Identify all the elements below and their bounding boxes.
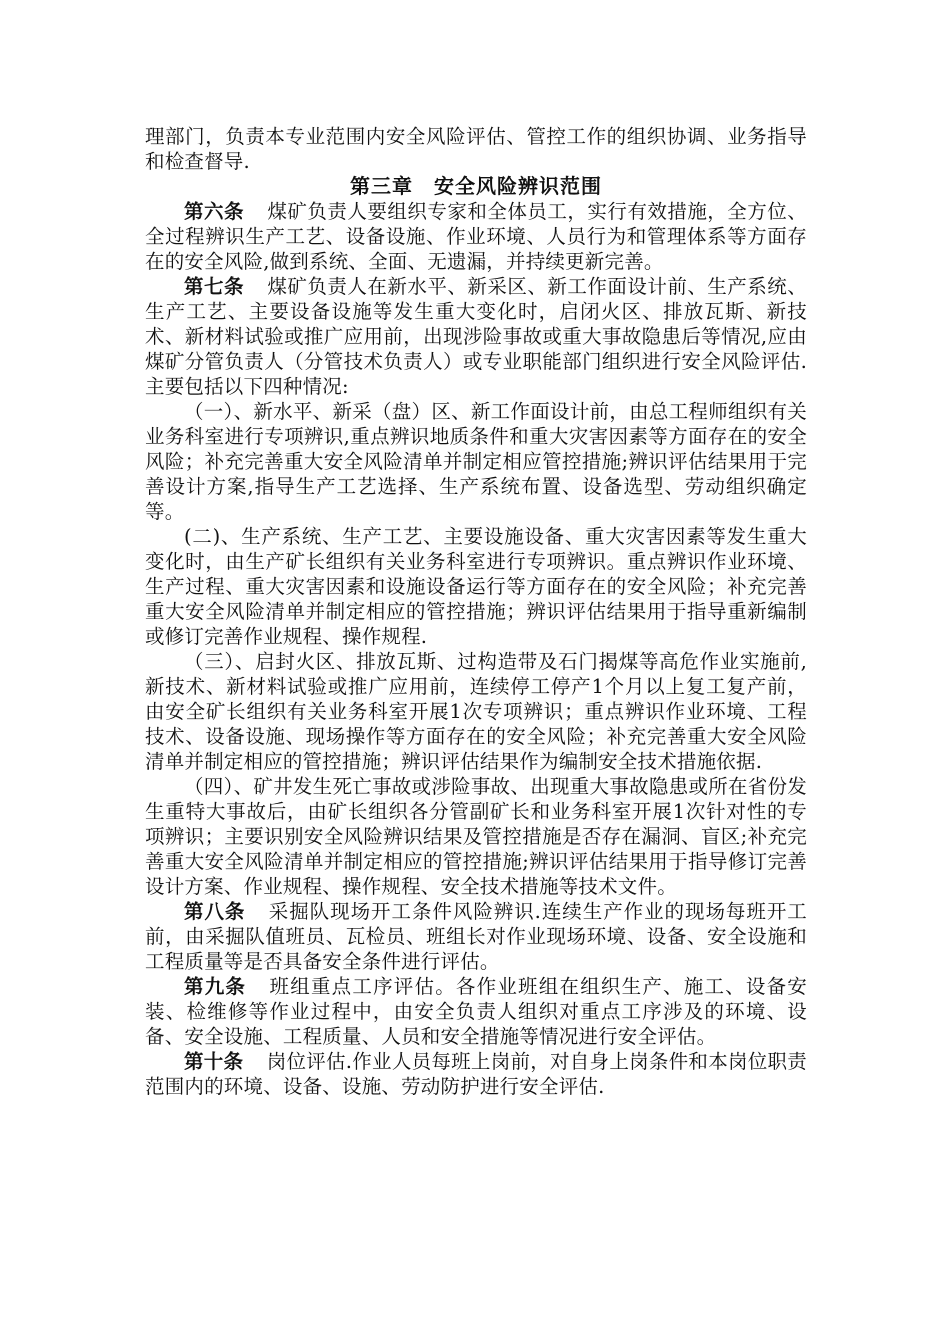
- article-7-item-3: （三）、启封火区、排放瓦斯、过构造带及石门揭煤等高危作业实施前,新技术、新材料试验或推广应用前，连续停工停产1个月以上复工复产前，由安全矿长组织有关业务科室开展1次专项辨识；重点辨识作业环境、工程技术、设备设施、现场操作等方面存在的安全风险；补充完善重大安全风险清单并制定相应的管控措施；辨识评估结果作为编制安全技术措施依据.: [145, 650, 807, 773]
- article-7-item-2: (二)、生产系统、生产工艺、主要设施设备、重大灾害因素等发生重大变化时，由生产矿长组织有关业务科室进行专项辨识。重点辨识作业环境、生产过程、重大灾害因素和设施设备运行等方面存在的安全风险；补充完善重大安全风险清单并制定相应的管控措施；辨识评估结果用于指导重新编制或修订完善作业规程、操作规程.: [145, 525, 807, 648]
- article-10: [145, 1049, 807, 1099]
- chapter-title: 第三章 安全风险辨识范围: [350, 174, 602, 198]
- article-9-text: 班组重点工序评估。各作业班组在组织生产、施工、设备安装、检维修等作业过程中，由安全负责人组织对重点工序涉及的环境、设备、安全设施、工程质量、人员和安全措施等情况进行安全评估。: [145, 975, 807, 1048]
- article-7-item-4: （四）、矿井发生死亡事故或涉险事故、出现重大事故隐患或所在省份发生重特大事故后，由矿长组织各分管副矿长和业务科室开展1次针对性的专项辨识；主要识别安全风险辨识结果及管控措施是否存在漏洞、盲区;补充完善重大安全风险清单并制定相应的管控措施;辨识评估结果用于指导修订完善设计方案、作业规程、操作规程、安全技术措施等技术文件。: [145, 775, 807, 898]
- article-10-text: 岗位评估.作业人员每班上岗前，对自身上岗条件和本岗位职责范围内的环境、设备、设施、劳动防护进行安全评估.: [145, 1050, 807, 1098]
- article-6-text: 煤矿负责人要组织专家和全体员工，实行有效措施，全方位、全过程辨识生产工艺、设备设施、作业环境、人员行为和管理体系等方面存在的安全风险,做到系统、全面、无遗漏，并持续更新完善。: [145, 200, 807, 273]
- article-6: [145, 199, 807, 274]
- article-7-text: 煤矿负责人在新水平、新采区、新工作面设计前、生产系统、生产工艺、主要设备设施等发生重大变化时，启闭火区、排放瓦斯、新技术、新材料试验或推广应用前，出现涉险事故或重大事故隐患后等情况,应由煤矿分管负责人（分管技术负责人）或专业职能部门组织进行安全风险评估.主要包括以下四种情况:: [145, 275, 807, 398]
- intro-paragraph: 理部门，负责本专业范围内安全风险评估、管控工作的组织协调、业务指导和检查督导.: [145, 125, 807, 173]
- article-9-label: 第九条: [184, 975, 247, 998]
- article-10-label: 第十条: [184, 1050, 244, 1073]
- article-7-label: 第七条: [184, 275, 244, 298]
- article-8: [145, 899, 807, 974]
- article-8-label: 第八条: [184, 900, 246, 923]
- article-9: [145, 974, 807, 1049]
- article-7: [145, 274, 807, 399]
- article-8-text: 采掘队现场开工条件风险辨识.连续生产作业的现场每班开工前，由采掘队值班员、瓦检员、班组长对作业现场环境、设备、安全设施和工程质量等是否具备安全条件进行评估。: [145, 900, 807, 973]
- article-7-item-1: （一）、新水平、新采（盘）区、新工作面设计前，由总工程师组织有关业务科室进行专项辨识,重点辨识地质条件和重大灾害因素等方面存在的安全风险；补充完善重大安全风险清单并制定相应管控措施;辨识评估结果用于完善设计方案,指导生产工艺选择、生产系统布置、设备选型、劳动组织确定等。: [145, 400, 807, 523]
- article-6-label: 第六条: [184, 200, 244, 223]
- document-page: [145, 124, 807, 1099]
